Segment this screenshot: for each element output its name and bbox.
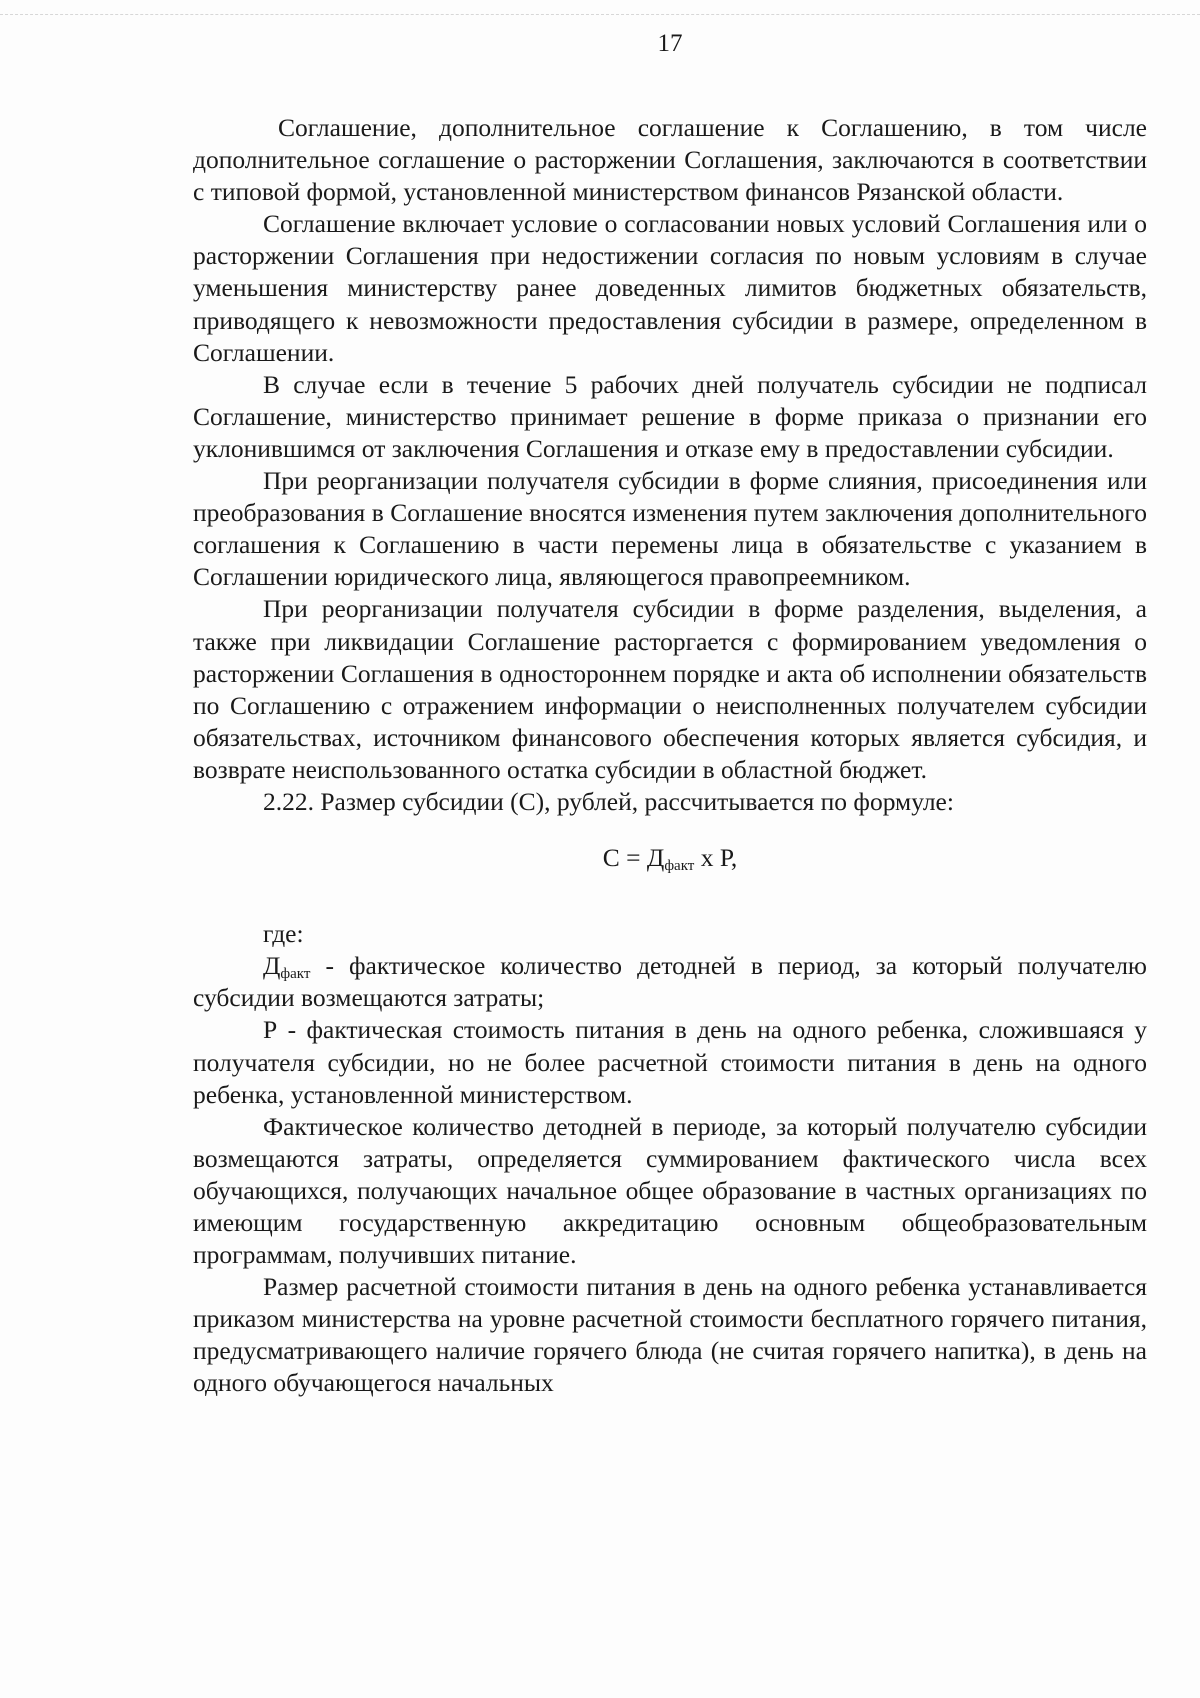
- paragraph-reorganization-merger: При реорганизации получателя субсидии в форме слияния, присоединения или преобразования в Соглашение вносятся изменения путем заключения дополнительного соглашения к Соглашению в части перемены лица в обязательстве с указанием в Соглашении юридического лица, являющегося правопреемником.: [193, 466, 1147, 592]
- definition-d-fact: [193, 950, 1147, 1014]
- paragraph-signing-deadline: В случае если в течение 5 рабочих дней получатель субсидии не подписал Соглашение, министерство принимает решение в форме приказа о признании его уклонившимся от заключения Соглашения и отказе ему в предоставлении субсидии.: [193, 369, 1147, 463]
- formula-rhs: x Р,: [694, 843, 738, 873]
- definition-r: [193, 1014, 1147, 1110]
- paragraph-agreement-forms: Соглашение, дополнительное соглашение к Соглашению, в том числе дополнительное соглашение о расторжении Соглашения, заключаются в соответствии с типовой формой, установленной министерством финансов Рязанской области.: [193, 113, 1147, 207]
- page-number: 17: [657, 30, 683, 57]
- definition-subscript: факт: [280, 966, 311, 983]
- definition-symbol: Д: [263, 951, 281, 981]
- scan-edge-line: [0, 14, 1200, 15]
- where-label: где:: [263, 919, 304, 949]
- definition-text: - фактическое количество детодней в период, за который получателю субсидии возмещаются затраты;: [193, 951, 1147, 1013]
- paragraph-new-conditions: Соглашение включает условие о согласовании новых условий Соглашения или о расторжении Соглашения при недостижении согласия по новым условиям в случае уменьшения министерству ранее доведенных лимитов бюджетных обязательств, приводящего к невозможности предоставления субсидии в размере, определенном в Соглашении.: [193, 209, 1147, 367]
- paragraph-meal-cost: Размер расчетной стоимости питания в день на одного ребенка устанавливается приказом министерства на уровне расчетной стоимости бесплатного горячего питания, предусматривающего наличие горячего блюда (не считая горячего напитка), в день на одного обучающегося начальных: [193, 1272, 1147, 1398]
- formula-lhs: С = Д: [602, 843, 665, 873]
- definition-symbol: Р: [263, 1015, 278, 1045]
- paragraph-reorganization-division: При реорганизации получателя субсидии в форме разделения, выделения, а также при ликвидации Соглашение расторгается с формированием уведомления о расторжении Соглашения в одностороннем порядке и акта об исполнении обязательств по Соглашению с отражением информации о неисполненных получателем субсидии обязательствах, источником финансового обеспечения которых является субсидия, и возврате неиспользованного остатка субсидии в областной бюджет.: [193, 594, 1147, 784]
- formula-subscript: факт: [664, 858, 695, 875]
- paragraph-subsidy-formula-intro: 2.22. Размер субсидии (С), рублей, рассчитывается по формуле:: [263, 786, 954, 816]
- subsidy-formula: [193, 842, 1147, 874]
- definition-text: - фактическая стоимость питания в день на одного ребенка, сложившаяся у получателя субсидии, но не более расчетной стоимости питания в день на одного ребенка, установленной министерством.: [193, 1015, 1147, 1109]
- paragraph-child-days: Фактическое количество детодней в периоде, за который получателю субсидии возмещаются затраты, определяется суммированием фактического числа всех обучающихся, получающих начальное общее образование в частных организациях по имеющим государственную аккредитацию основным общеобразовательным программам, получивших питание.: [193, 1111, 1147, 1270]
- document-body: [193, 112, 1147, 1400]
